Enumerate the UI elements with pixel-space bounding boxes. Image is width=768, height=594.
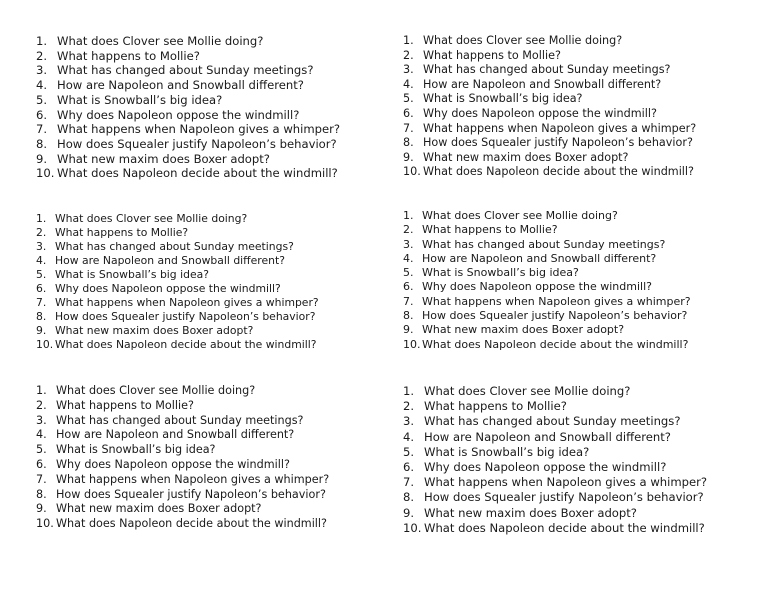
question-number: 6. (403, 460, 415, 475)
question-item (403, 430, 707, 445)
question-item (403, 63, 696, 78)
question-number: 2. (36, 398, 47, 412)
question-block-middle-left (36, 212, 319, 352)
question-number: 1. (36, 384, 47, 397)
question-number: 2. (403, 223, 414, 237)
question-text: What does Napoleon decide about the windmill? (57, 166, 338, 181)
question-number: 1. (36, 212, 47, 225)
question-number: 8. (36, 310, 47, 324)
question-text: What new maxim does Boxer adopt? (422, 323, 625, 337)
question-text: What has changed about Sunday meetings? (424, 414, 681, 429)
question-item (403, 223, 691, 237)
question-number: 4. (36, 428, 47, 442)
question-item (36, 473, 329, 488)
question-text: How are Napoleon and Snowball different? (423, 77, 662, 91)
question-item (36, 399, 329, 414)
question-item (36, 458, 329, 473)
question-item (403, 49, 696, 64)
question-text: What is Snowball’s big idea? (423, 92, 583, 106)
question-text: What has changed about Sunday meetings? (422, 237, 666, 251)
question-item (36, 78, 340, 93)
question-text: What does Clover see Mollie doing? (57, 34, 264, 48)
question-text: What happens when Napoleon gives a whimper? (423, 121, 697, 135)
question-text: How does Squealer justify Napoleon’s behavior? (423, 136, 693, 150)
question-text: How are Napoleon and Snowball different? (424, 429, 671, 444)
question-item (36, 282, 319, 296)
question-number: 1. (403, 209, 414, 222)
question-text: How does Squealer justify Napoleon’s behavior? (55, 310, 316, 324)
question-number: 10. (403, 520, 422, 535)
question-item (36, 93, 340, 108)
question-text: How are Napoleon and Snowball different? (422, 251, 657, 265)
question-text: What does Napoleon decide about the windmill? (55, 338, 317, 352)
question-block-top-right (403, 34, 696, 180)
question-block-bottom-left (36, 384, 329, 532)
question-item (403, 122, 696, 137)
question-item (36, 226, 319, 240)
question-text: Why does Napoleon oppose the windmill? (424, 460, 667, 475)
question-item (36, 152, 340, 167)
question-text: Why does Napoleon oppose the windmill? (56, 457, 290, 471)
question-number: 4. (403, 77, 414, 91)
question-number: 9. (403, 323, 414, 337)
question-item (36, 49, 340, 64)
question-text: What new maxim does Boxer adopt? (57, 151, 270, 166)
question-item (403, 78, 696, 93)
question-item (403, 209, 691, 223)
question-number: 1. (36, 34, 48, 48)
question-item (403, 475, 707, 490)
question-text: What does Napoleon decide about the windmill? (424, 520, 705, 535)
question-number: 2. (36, 48, 48, 63)
question-text: What has changed about Sunday meetings? (56, 413, 304, 427)
question-text: Why does Napoleon oppose the windmill? (55, 282, 281, 296)
question-item (36, 268, 319, 282)
question-number: 9. (36, 502, 47, 516)
question-number: 8. (403, 490, 415, 505)
question-number: 5. (403, 444, 415, 459)
question-number: 5. (36, 268, 47, 282)
question-number: 3. (36, 240, 47, 254)
question-text: What has changed about Sunday meetings? (55, 240, 294, 254)
question-item (36, 517, 329, 532)
question-item (403, 165, 696, 180)
question-item (403, 34, 696, 49)
question-item (36, 488, 329, 503)
question-text: What is Snowball’s big idea? (424, 444, 590, 459)
question-item (403, 136, 696, 151)
question-item (36, 254, 319, 268)
question-text: What is Snowball’s big idea? (422, 266, 579, 280)
question-number: 6. (403, 280, 414, 294)
question-number: 4. (36, 254, 47, 268)
question-item (36, 34, 340, 49)
question-item (36, 166, 340, 181)
question-number: 2. (403, 399, 415, 414)
question-item (403, 252, 691, 266)
question-text: What does Clover see Mollie doing? (423, 34, 623, 47)
question-text: What does Clover see Mollie doing? (424, 384, 631, 398)
question-item (403, 238, 691, 252)
question-text: How does Squealer justify Napoleon’s behavior? (56, 487, 326, 501)
question-item (403, 445, 707, 460)
question-number: 4. (403, 251, 414, 265)
question-number: 7. (403, 475, 415, 490)
question-number: 5. (36, 92, 48, 107)
question-text: Why does Napoleon oppose the windmill? (423, 106, 657, 120)
question-item (403, 384, 707, 399)
question-item (403, 521, 707, 536)
question-item (36, 324, 319, 338)
question-item (403, 266, 691, 280)
question-number: 5. (36, 443, 47, 457)
question-item (36, 63, 340, 78)
question-number: 6. (36, 282, 47, 296)
question-text: How does Squealer justify Napoleon’s behavior? (57, 136, 337, 151)
question-text: What is Snowball’s big idea? (56, 443, 216, 457)
question-text: What happens to Mollie? (55, 226, 189, 240)
question-number: 8. (36, 136, 48, 151)
question-text: What does Clover see Mollie doing? (55, 212, 248, 225)
question-item (403, 107, 696, 122)
question-text: What does Clover see Mollie doing? (422, 209, 618, 222)
question-number: 9. (36, 324, 47, 338)
question-block-top-left (36, 34, 340, 181)
question-number: 8. (403, 136, 414, 150)
question-item (403, 92, 696, 107)
question-number: 3. (36, 413, 47, 427)
question-text: What new maxim does Boxer adopt? (423, 150, 629, 164)
question-text: How are Napoleon and Snowball different? (57, 78, 304, 93)
question-number: 8. (403, 309, 414, 323)
question-number: 3. (403, 414, 415, 429)
question-item (36, 338, 319, 352)
question-text: What has changed about Sunday meetings? (57, 63, 314, 78)
question-number: 6. (36, 107, 48, 122)
question-number: 9. (403, 150, 414, 164)
question-number: 8. (36, 487, 47, 501)
question-item (36, 137, 340, 152)
question-number: 9. (403, 505, 415, 520)
question-number: 7. (36, 296, 47, 310)
question-item (36, 443, 329, 458)
question-item (403, 506, 707, 521)
question-number: 5. (403, 92, 414, 106)
question-text: What is Snowball’s big idea? (55, 268, 209, 282)
question-text: What happens to Mollie? (424, 399, 567, 414)
question-text: What happens when Napoleon gives a whimper? (55, 296, 319, 310)
question-text: What happens when Napoleon gives a whimper? (57, 122, 341, 137)
question-number: 6. (36, 457, 47, 471)
question-number: 6. (403, 106, 414, 120)
question-text: What happens when Napoleon gives a whimper? (56, 472, 330, 486)
question-number: 7. (403, 121, 414, 135)
question-item (403, 460, 707, 475)
question-number: 4. (36, 78, 48, 93)
question-item (36, 502, 329, 517)
question-number: 3. (403, 237, 414, 251)
question-text: What new maxim does Boxer adopt? (55, 324, 254, 338)
question-number: 3. (403, 63, 414, 77)
question-text: How does Squealer justify Napoleon’s behavior? (422, 309, 688, 323)
question-item (36, 310, 319, 324)
question-number: 10. (36, 166, 55, 181)
question-text: What happens to Mollie? (57, 48, 200, 63)
question-text: How are Napoleon and Snowball different? (55, 254, 285, 268)
question-number: 2. (36, 226, 47, 240)
question-number: 5. (403, 266, 414, 280)
question-item (36, 240, 319, 254)
question-text: What happens when Napoleon gives a whimper? (424, 475, 708, 490)
question-item (403, 490, 707, 505)
question-block-bottom-right (403, 384, 707, 536)
question-text: Why does Napoleon oppose the windmill? (57, 107, 300, 122)
question-number: 3. (36, 63, 48, 78)
question-text: What happens when Napoleon gives a whimper? (422, 294, 691, 308)
question-item (36, 108, 340, 123)
question-item (36, 414, 329, 429)
question-text: How are Napoleon and Snowball different? (56, 428, 295, 442)
question-number: 7. (36, 472, 47, 486)
question-item (36, 212, 319, 226)
question-item (403, 151, 696, 166)
question-number: 10. (36, 338, 54, 352)
question-number: 1. (403, 384, 415, 398)
question-number: 1. (403, 34, 414, 47)
question-text: What is Snowball’s big idea? (57, 92, 223, 107)
question-item (403, 323, 691, 337)
question-block-middle-right (403, 209, 691, 352)
question-number: 10. (36, 517, 54, 531)
question-text: What does Napoleon decide about the windmill? (422, 337, 689, 351)
question-item (403, 399, 707, 414)
question-item (36, 384, 329, 399)
question-item (403, 295, 691, 309)
question-text: What does Napoleon decide about the windmill? (423, 165, 694, 179)
question-number: 4. (403, 429, 415, 444)
question-item (403, 309, 691, 323)
question-text: Why does Napoleon oppose the windmill? (422, 280, 652, 294)
question-number: 10. (403, 337, 421, 351)
question-text: What has changed about Sunday meetings? (423, 63, 671, 77)
question-number: 7. (403, 294, 414, 308)
question-text: What happens to Mollie? (56, 398, 194, 412)
question-item (403, 414, 707, 429)
question-item (36, 122, 340, 137)
question-text: What new maxim does Boxer adopt? (424, 505, 637, 520)
question-text: What happens to Mollie? (422, 223, 558, 237)
question-number: 2. (403, 48, 414, 62)
question-number: 10. (403, 165, 421, 179)
question-item (403, 338, 691, 352)
question-number: 9. (36, 151, 48, 166)
question-item (36, 428, 329, 443)
question-text: How does Squealer justify Napoleon’s behavior? (424, 490, 704, 505)
question-text: What does Clover see Mollie doing? (56, 384, 256, 397)
question-text: What new maxim does Boxer adopt? (56, 502, 262, 516)
question-number: 7. (36, 122, 48, 137)
question-text: What happens to Mollie? (423, 48, 561, 62)
question-item (36, 296, 319, 310)
question-text: What does Napoleon decide about the windmill? (56, 517, 327, 531)
question-item (403, 280, 691, 294)
